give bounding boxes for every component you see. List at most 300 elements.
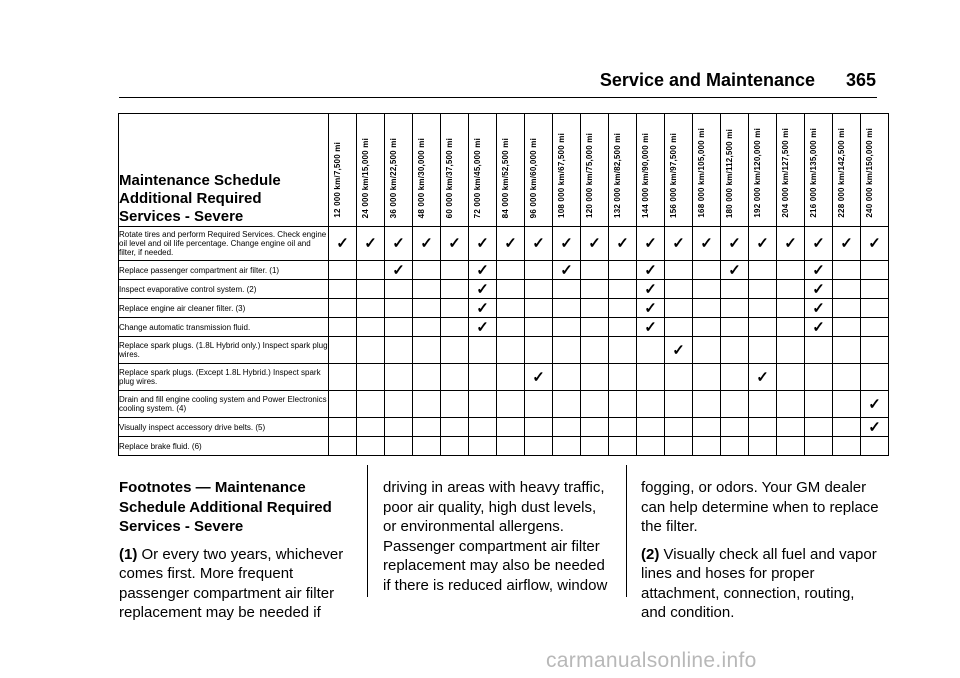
service-task: Drain and fill engine cooling system and Power Electronics cooling system. (4) <box>119 391 329 418</box>
checkmark-cell <box>525 227 553 261</box>
checkmark-cell <box>665 227 693 261</box>
column-divider <box>626 465 627 597</box>
empty-cell <box>525 261 553 280</box>
empty-cell <box>833 280 861 299</box>
checkmark-icon: ✓ <box>644 299 657 317</box>
empty-cell <box>777 391 805 418</box>
empty-cell <box>581 337 609 364</box>
empty-cell <box>357 418 385 437</box>
empty-cell <box>469 391 497 418</box>
empty-cell <box>609 391 637 418</box>
page-number: 365 <box>845 70 876 90</box>
page-header-title: Service and Maintenance <box>599 70 815 90</box>
checkmark-icon: ✓ <box>756 235 769 252</box>
empty-cell <box>525 318 553 337</box>
empty-cell <box>637 418 665 437</box>
empty-cell <box>525 418 553 437</box>
checkmark-cell <box>553 261 581 280</box>
empty-cell <box>329 299 357 318</box>
interval-header <box>749 114 777 227</box>
empty-cell <box>833 418 861 437</box>
checkmark-icon: ✓ <box>812 261 825 279</box>
empty-cell <box>693 391 721 418</box>
empty-cell <box>581 280 609 299</box>
checkmark-icon: ✓ <box>812 235 825 252</box>
empty-cell <box>497 391 525 418</box>
service-task: Visually inspect accessory drive belts. (5) <box>119 418 329 437</box>
checkmark-cell <box>665 337 693 364</box>
empty-cell <box>637 337 665 364</box>
checkmark-icon: ✓ <box>336 235 349 252</box>
table-title-line: Services - Severe <box>119 208 244 225</box>
empty-cell <box>441 318 469 337</box>
checkmark-cell <box>385 261 413 280</box>
checkmark-icon: ✓ <box>728 261 741 279</box>
checkmark-icon: ✓ <box>756 368 769 386</box>
empty-cell <box>469 364 497 391</box>
footnotes-column-1 <box>119 478 349 623</box>
empty-cell <box>469 337 497 364</box>
empty-cell <box>693 364 721 391</box>
interval-label: 96 000 km/60,000 mi <box>529 137 538 218</box>
empty-cell <box>609 299 637 318</box>
empty-cell <box>693 337 721 364</box>
footnotes-heading: Footnotes — Maintenance Schedule Additional Required Services - Severe <box>119 479 332 535</box>
checkmark-icon: ✓ <box>812 280 825 298</box>
checkmark-icon: ✓ <box>812 299 825 317</box>
empty-cell <box>441 391 469 418</box>
empty-cell <box>497 364 525 391</box>
empty-cell <box>609 364 637 391</box>
empty-cell <box>777 418 805 437</box>
empty-cell <box>329 391 357 418</box>
empty-cell <box>413 280 441 299</box>
header-rule <box>119 97 877 98</box>
interval-header <box>777 114 805 227</box>
empty-cell <box>721 299 749 318</box>
empty-cell <box>861 299 889 318</box>
empty-cell <box>637 391 665 418</box>
checkmark-cell <box>805 299 833 318</box>
checkmark-icon: ✓ <box>812 318 825 336</box>
interval-header <box>329 114 357 227</box>
empty-cell <box>497 318 525 337</box>
empty-cell <box>553 418 581 437</box>
empty-cell <box>525 437 553 456</box>
empty-cell <box>357 261 385 280</box>
empty-cell <box>609 437 637 456</box>
empty-cell <box>413 418 441 437</box>
checkmark-cell <box>637 280 665 299</box>
checkmark-icon: ✓ <box>476 261 489 279</box>
table-row <box>119 280 889 299</box>
checkmark-cell <box>749 364 777 391</box>
checkmark-icon: ✓ <box>644 235 657 252</box>
empty-cell <box>721 364 749 391</box>
table-row <box>119 337 889 364</box>
checkmark-cell <box>777 227 805 261</box>
empty-cell <box>497 280 525 299</box>
empty-cell <box>441 337 469 364</box>
empty-cell <box>413 261 441 280</box>
checkmark-icon: ✓ <box>504 235 517 252</box>
empty-cell <box>441 364 469 391</box>
interval-header <box>805 114 833 227</box>
checkmark-cell <box>357 227 385 261</box>
checkmark-cell <box>805 261 833 280</box>
checkmark-cell <box>525 364 553 391</box>
interval-label: 36 000 km/22,500 mi <box>389 137 398 218</box>
interval-label: 204 000 km/127,500 mi <box>781 128 790 218</box>
empty-cell <box>693 418 721 437</box>
checkmark-icon: ✓ <box>868 235 881 252</box>
table-title-line: Maintenance Schedule <box>119 172 281 189</box>
checkmark-icon: ✓ <box>364 235 377 252</box>
empty-cell <box>805 437 833 456</box>
interval-label: 240 000 km/150,000 mi <box>865 128 874 218</box>
checkmark-icon: ✓ <box>644 261 657 279</box>
empty-cell <box>833 437 861 456</box>
footnote-label: (2) <box>641 545 660 563</box>
empty-cell <box>749 299 777 318</box>
interval-header <box>525 114 553 227</box>
empty-cell <box>665 299 693 318</box>
interval-label: 144 000 km/90,000 mi <box>641 133 650 218</box>
empty-cell <box>609 318 637 337</box>
checkmark-cell <box>637 318 665 337</box>
empty-cell <box>609 280 637 299</box>
table-row <box>119 299 889 318</box>
empty-cell <box>861 318 889 337</box>
interval-label: 228 000 km/142,500 mi <box>837 128 846 218</box>
interval-label: 192 000 km/120,000 mi <box>753 128 762 218</box>
empty-cell <box>749 391 777 418</box>
empty-cell <box>413 299 441 318</box>
checkmark-icon: ✓ <box>476 280 489 298</box>
empty-cell <box>413 391 441 418</box>
interval-label: 216 000 km/135,000 mi <box>809 128 818 218</box>
table-row <box>119 227 889 261</box>
empty-cell <box>385 299 413 318</box>
checkmark-icon: ✓ <box>420 235 433 252</box>
interval-header <box>833 114 861 227</box>
service-task: Replace passenger compartment air filter. (1) <box>119 261 329 280</box>
empty-cell <box>609 418 637 437</box>
empty-cell <box>805 337 833 364</box>
checkmark-icon: ✓ <box>392 261 405 279</box>
checkmark-icon: ✓ <box>784 235 797 252</box>
service-task: Change automatic transmission fluid. <box>119 318 329 337</box>
interval-label: 12 000 km/7,500 mi <box>333 142 342 218</box>
empty-cell <box>413 364 441 391</box>
empty-cell <box>861 280 889 299</box>
checkmark-cell <box>861 418 889 437</box>
empty-cell <box>609 337 637 364</box>
checkmark-cell <box>861 391 889 418</box>
footnote-1-end: fogging, or odors. Your GM dealer can help determine when to replace the filter. <box>641 479 879 535</box>
empty-cell <box>581 299 609 318</box>
table-title <box>119 114 329 227</box>
empty-cell <box>441 437 469 456</box>
table-title-line: Additional Required <box>119 190 262 207</box>
empty-cell <box>357 391 385 418</box>
empty-cell <box>665 280 693 299</box>
empty-cell <box>861 437 889 456</box>
checkmark-cell <box>637 299 665 318</box>
interval-header <box>693 114 721 227</box>
empty-cell <box>833 261 861 280</box>
interval-label: 108 000 km/67,500 mi <box>557 133 566 218</box>
empty-cell <box>581 364 609 391</box>
checkmark-icon: ✓ <box>532 235 545 252</box>
interval-header <box>441 114 469 227</box>
empty-cell <box>693 318 721 337</box>
interval-label: 132 000 km/82,500 mi <box>613 133 622 218</box>
checkmark-cell <box>721 227 749 261</box>
empty-cell <box>553 280 581 299</box>
checkmark-cell <box>469 318 497 337</box>
checkmark-cell <box>805 227 833 261</box>
service-task: Replace spark plugs. (Except 1.8L Hybrid.) Inspect spark plug wires. <box>119 364 329 391</box>
empty-cell <box>581 391 609 418</box>
checkmark-cell <box>469 299 497 318</box>
empty-cell <box>721 318 749 337</box>
interval-header <box>469 114 497 227</box>
checkmark-cell <box>833 227 861 261</box>
empty-cell <box>441 280 469 299</box>
watermark: carmanualsonline.info <box>546 649 757 672</box>
empty-cell <box>721 337 749 364</box>
empty-cell <box>553 437 581 456</box>
empty-cell <box>357 364 385 391</box>
footnotes-column-3 <box>641 478 881 623</box>
empty-cell <box>469 437 497 456</box>
footnote-label: (1) <box>119 545 138 563</box>
empty-cell <box>693 261 721 280</box>
table-row <box>119 391 889 418</box>
empty-cell <box>441 418 469 437</box>
empty-cell <box>805 418 833 437</box>
empty-cell <box>553 364 581 391</box>
service-task: Inspect evaporative control system. (2) <box>119 280 329 299</box>
empty-cell <box>665 318 693 337</box>
empty-cell <box>413 318 441 337</box>
empty-cell <box>497 299 525 318</box>
column-divider <box>367 465 368 597</box>
empty-cell <box>833 391 861 418</box>
empty-cell <box>749 437 777 456</box>
checkmark-icon: ✓ <box>476 299 489 317</box>
interval-header <box>553 114 581 227</box>
checkmark-cell <box>553 227 581 261</box>
empty-cell <box>777 364 805 391</box>
interval-header <box>413 114 441 227</box>
empty-cell <box>329 437 357 456</box>
interval-label: 72 000 km/45,000 mi <box>473 137 482 218</box>
empty-cell <box>329 261 357 280</box>
empty-cell <box>385 364 413 391</box>
empty-cell <box>833 337 861 364</box>
empty-cell <box>609 261 637 280</box>
checkmark-icon: ✓ <box>476 235 489 252</box>
empty-cell <box>329 280 357 299</box>
empty-cell <box>497 418 525 437</box>
empty-cell <box>553 391 581 418</box>
table-row <box>119 318 889 337</box>
checkmark-icon: ✓ <box>672 235 685 252</box>
empty-cell <box>833 364 861 391</box>
empty-cell <box>805 391 833 418</box>
checkmark-cell <box>637 227 665 261</box>
empty-cell <box>693 437 721 456</box>
interval-header <box>721 114 749 227</box>
empty-cell <box>329 337 357 364</box>
empty-cell <box>581 318 609 337</box>
empty-cell <box>777 437 805 456</box>
empty-cell <box>777 318 805 337</box>
table-header-row <box>119 114 889 227</box>
empty-cell <box>749 261 777 280</box>
empty-cell <box>385 437 413 456</box>
empty-cell <box>777 337 805 364</box>
checkmark-cell <box>637 261 665 280</box>
checkmark-cell <box>749 227 777 261</box>
interval-header <box>357 114 385 227</box>
interval-label: 24 000 km/15,000 mi <box>361 137 370 218</box>
checkmark-cell <box>805 280 833 299</box>
empty-cell <box>805 364 833 391</box>
footnote-text: Or every two years, whichever comes first. More frequent passenger compartment air filter replacement may be needed if <box>119 545 344 621</box>
empty-cell <box>721 437 749 456</box>
empty-cell <box>721 418 749 437</box>
empty-cell <box>637 364 665 391</box>
empty-cell <box>777 280 805 299</box>
checkmark-icon: ✓ <box>672 341 685 359</box>
service-task: Rotate tires and perform Required Services. Check engine oil level and oil life percentage. Change engine oil and filter, if needed. <box>119 227 329 261</box>
empty-cell <box>497 437 525 456</box>
interval-header <box>665 114 693 227</box>
empty-cell <box>637 437 665 456</box>
empty-cell <box>861 337 889 364</box>
checkmark-cell <box>721 261 749 280</box>
empty-cell <box>329 364 357 391</box>
checkmark-icon: ✓ <box>560 235 573 252</box>
interval-header <box>609 114 637 227</box>
checkmark-icon: ✓ <box>588 235 601 252</box>
service-task: Replace spark plugs. (1.8L Hybrid only.) Inspect spark plug wires. <box>119 337 329 364</box>
empty-cell <box>385 418 413 437</box>
checkmark-icon: ✓ <box>728 235 741 252</box>
interval-header <box>385 114 413 227</box>
empty-cell <box>581 261 609 280</box>
interval-label: 168 000 km/105,000 mi <box>697 128 706 218</box>
checkmark-cell <box>469 280 497 299</box>
empty-cell <box>833 318 861 337</box>
empty-cell <box>385 318 413 337</box>
empty-cell <box>357 299 385 318</box>
empty-cell <box>861 364 889 391</box>
checkmark-icon: ✓ <box>560 261 573 279</box>
service-task: Replace brake fluid. (6) <box>119 437 329 456</box>
checkmark-cell <box>469 227 497 261</box>
table-row <box>119 418 889 437</box>
interval-label: 48 000 km/30,000 mi <box>417 137 426 218</box>
footnote-2 <box>641 545 881 623</box>
empty-cell <box>497 261 525 280</box>
empty-cell <box>665 261 693 280</box>
checkmark-icon: ✓ <box>868 418 881 436</box>
maintenance-schedule-table <box>118 113 889 456</box>
checkmark-icon: ✓ <box>868 395 881 413</box>
interval-label: 156 000 km/97,500 mi <box>669 133 678 218</box>
table-row <box>119 437 889 456</box>
empty-cell <box>357 318 385 337</box>
empty-cell <box>469 418 497 437</box>
checkmark-cell <box>861 227 889 261</box>
empty-cell <box>553 337 581 364</box>
empty-cell <box>777 261 805 280</box>
empty-cell <box>329 318 357 337</box>
empty-cell <box>693 280 721 299</box>
checkmark-icon: ✓ <box>476 318 489 336</box>
empty-cell <box>721 280 749 299</box>
empty-cell <box>749 337 777 364</box>
checkmark-cell <box>441 227 469 261</box>
empty-cell <box>861 261 889 280</box>
checkmark-cell <box>413 227 441 261</box>
empty-cell <box>413 337 441 364</box>
checkmark-cell <box>609 227 637 261</box>
interval-header <box>861 114 889 227</box>
service-task: Replace engine air cleaner filter. (3) <box>119 299 329 318</box>
checkmark-cell <box>805 318 833 337</box>
checkmark-cell <box>469 261 497 280</box>
checkmark-icon: ✓ <box>532 368 545 386</box>
interval-label: 60 000 km/37,500 mi <box>445 137 454 218</box>
empty-cell <box>385 391 413 418</box>
interval-label: 120 000 km/75,000 mi <box>585 133 594 218</box>
empty-cell <box>749 418 777 437</box>
interval-label: 84 000 km/52,500 mi <box>501 137 510 218</box>
checkmark-icon: ✓ <box>616 235 629 252</box>
empty-cell <box>441 261 469 280</box>
empty-cell <box>777 299 805 318</box>
table-row <box>119 364 889 391</box>
empty-cell <box>749 280 777 299</box>
empty-cell <box>581 418 609 437</box>
empty-cell <box>385 337 413 364</box>
empty-cell <box>357 437 385 456</box>
checkmark-cell <box>497 227 525 261</box>
checkmark-cell <box>581 227 609 261</box>
checkmark-icon: ✓ <box>840 235 853 252</box>
checkmark-cell <box>329 227 357 261</box>
footnote-1 <box>119 545 349 623</box>
empty-cell <box>357 280 385 299</box>
empty-cell <box>525 280 553 299</box>
empty-cell <box>721 391 749 418</box>
empty-cell <box>665 418 693 437</box>
footnotes-column-2 <box>383 478 613 595</box>
empty-cell <box>665 437 693 456</box>
checkmark-icon: ✓ <box>392 235 405 252</box>
empty-cell <box>413 437 441 456</box>
footnote-1-continued: driving in areas with heavy traffic, poor air quality, high dust levels, or environmental allergens. Passenger compartment air filter replacement may also be needed if there is reduced airflow, window <box>383 479 608 594</box>
interval-header <box>581 114 609 227</box>
empty-cell <box>693 299 721 318</box>
interval-header <box>637 114 665 227</box>
empty-cell <box>665 364 693 391</box>
